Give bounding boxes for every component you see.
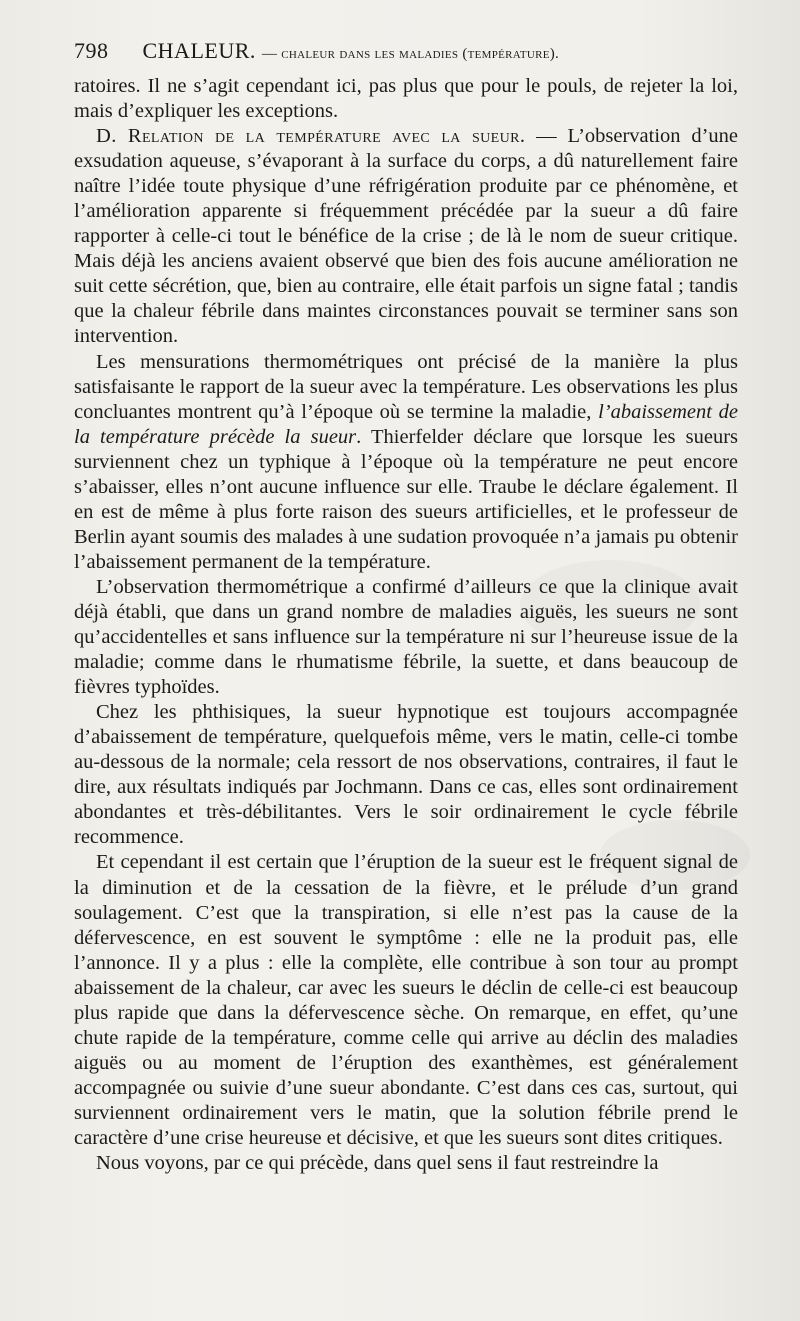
paragraph xyxy=(74,1151,738,1176)
paragraph xyxy=(74,74,738,124)
running-subtitle: — chaleur dans les maladies (température). xyxy=(261,46,560,62)
paragraph xyxy=(74,575,738,700)
paragraph xyxy=(74,124,738,349)
section-heading: D. Relation de la température avec la sueur. xyxy=(96,125,526,148)
paragraph xyxy=(74,850,738,1151)
paragraph xyxy=(74,350,738,575)
paragraph-text: Chez les phthisiques, la sueur hypnotique est toujours accompagnée d’abaissement de température, quelquefois même, vers le matin, celle-ci tombe au-dessous de la normale; cela ressort de nos observations, contraires, il faut le dire, aux résultats indiqués par Jochmann. Dans ce cas, elles sont ordinairement abondantes et très-débilitantes. Vers le soir ordinairement le cycle fébrile recommence. xyxy=(74,701,738,849)
paragraph xyxy=(74,700,738,850)
paragraph-text: . Thierfelder déclare que lorsque les sueurs surviennent chez un typhique à l’époque où la température ne peut encore s’abaisser, elles n’ont aucune influence sur elle. Traube le déclare également. Il en est de même à plus forte raison des sueurs artificielles, et le professeur de Berlin ayant soumis des malades à une sudation provoquée n’a jamais pu obtenir l’abaissement permanent de la température. xyxy=(74,425,738,573)
page-body xyxy=(74,74,738,1176)
paragraph-text: Et cependant il est certain que l’éruption de la sueur est le fréquent signal de la diminution et de la cessation de la fièvre, et le prélude d’un grand soulagement. C’est que la transpiration, si elle n’est pas la cause de la défervescence, en est souvent le symptôme : elle ne la produit pas, elle l’annonce. Il y a plus : elle la complète, elle contribue à son tour au prompt abaissement de la chaleur, car avec les sueurs le déclin de celle-ci est beaucoup plus rapide que dans la défervescence sèche. On remarque, en effet, qu’une chute rapide de la température, comme celle qui arrive au déclin des maladies aiguës ou au moment de l’éruption des exanthèmes, est généralement accompagnée ou suivie d’une sueur abondante. C’est dans ces cas, surtout, qui surviennent ordinairement vers le matin, que la solution fébrile prend le caractère d’une crise heureuse et décisive, et que les sueurs sont dites critiques. xyxy=(74,851,738,1149)
paragraph-text: L’observation thermométrique a confirmé d’ailleurs ce que la clinique avait déjà établi, que dans un grand nombre de maladies aiguës, les sueurs ne sont qu’accidentelles et sans influence sur la température ni sur l’heureuse issue de la maladie; comme dans le rhumatisme fébrile, la suette, et dans beaucoup de fièvres typhoïdes. xyxy=(74,575,738,699)
page-number: 798 xyxy=(74,38,109,63)
paragraph-text: Nous voyons, par ce qui précède, dans quel sens il faut restreindre la xyxy=(96,1152,659,1175)
running-header xyxy=(74,38,742,70)
paragraph-text: ratoires. Il ne s’agit cependant ici, pas plus que pour le pouls, de rejeter la loi, mais d’expliquer les exceptions. xyxy=(74,75,738,123)
paragraph-text: — L’observation d’une exsudation aqueuse, s’évaporant à la surface du corps, a dû naturellement faire naître l’idée toute physique d’une réfrigération produite par ce phénomène, et l’amélioration apparente si fréquemment précédée par la sueur a dû faire rapporter à celle-ci tout le bénéfice de la crise ; de là le nom de sueur critique. Mais déjà les anciens avaient observé que bien des fois aucune amélioration ne suit cette sécrétion, que, bien au contraire, elle était parfois un signe fatal ; tandis que la chaleur fébrile dans maintes circonstances pouvait se terminer sans son intervention. xyxy=(74,125,739,348)
paragraph-text: Les mensurations thermométriques ont précisé de la manière la plus satisfaisante le rapport de la sueur avec la température. Les observations les plus concluantes montrent qu’à l’époque où se termine la maladie, xyxy=(74,350,738,423)
running-title: CHALEUR. xyxy=(142,38,256,63)
emphasized-text: l’abaissement de la température précède la sueur xyxy=(74,400,738,448)
